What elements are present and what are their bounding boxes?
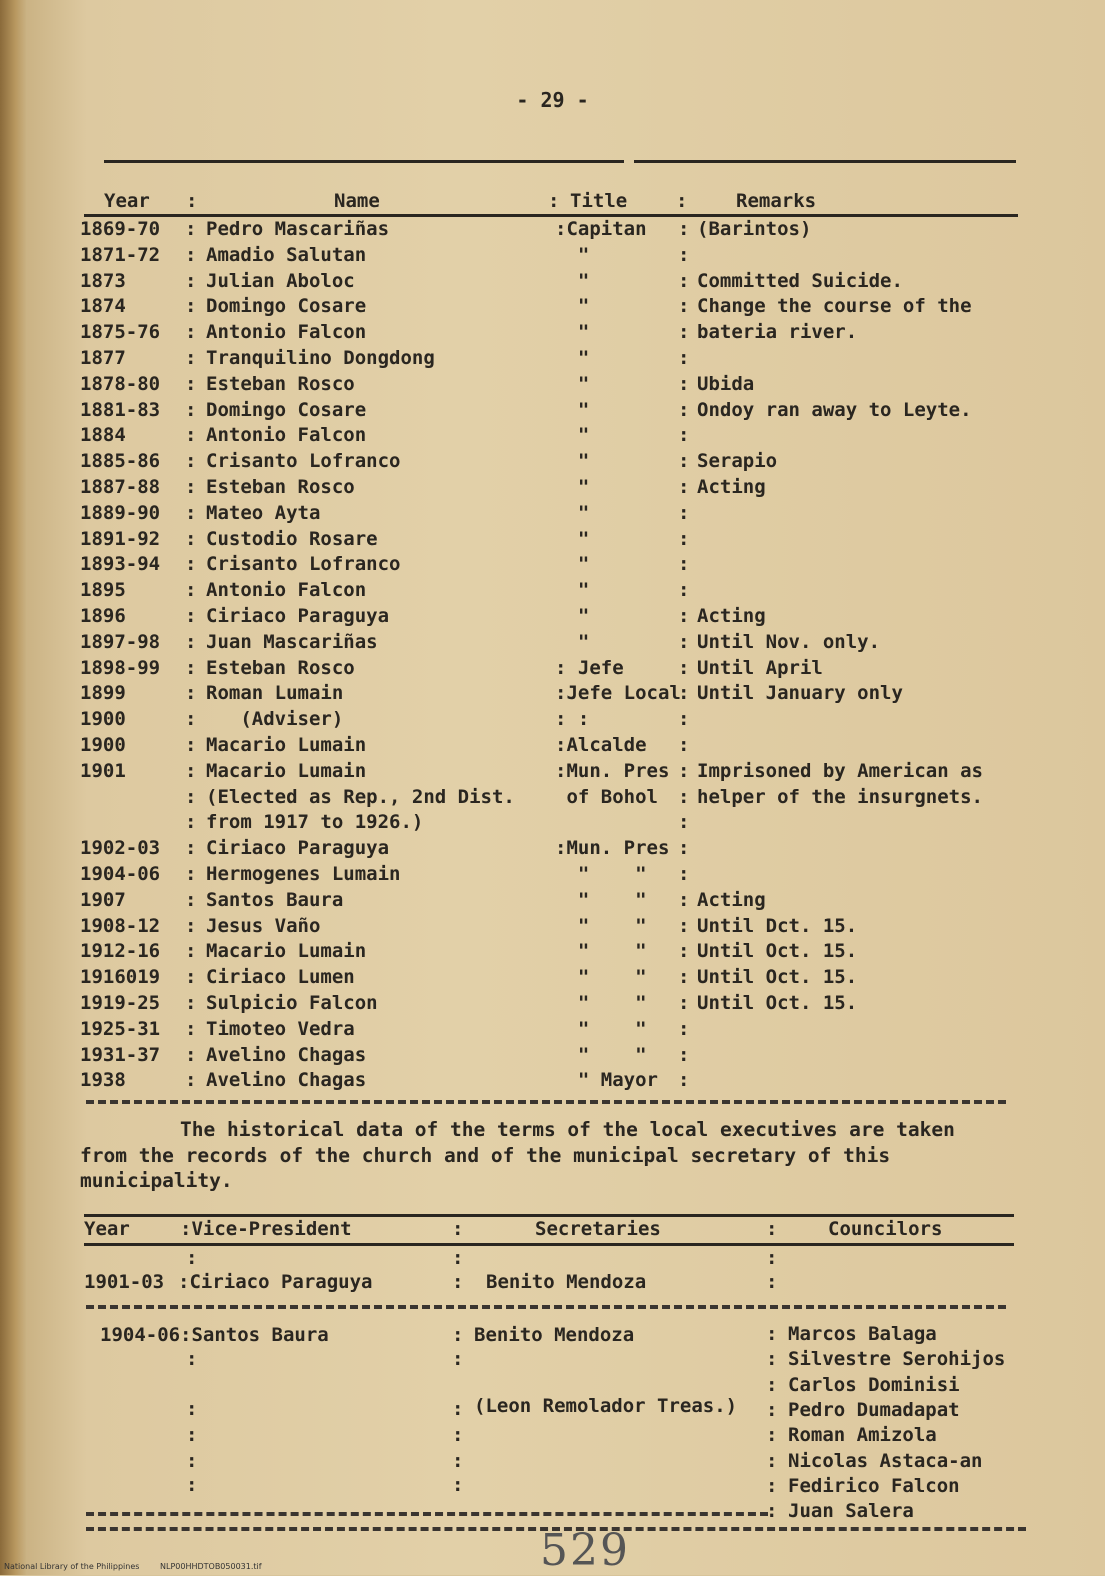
cell-title: " "	[555, 966, 647, 989]
cell-remarks: bateria river.	[697, 321, 858, 344]
table-row	[80, 734, 1040, 760]
cell-name: Roman Lumain	[206, 682, 344, 705]
cell-remarks: Ubida	[697, 372, 755, 395]
cell-title: :Jefe Local	[555, 682, 681, 705]
cell-year: 1900	[80, 733, 126, 756]
cell-sep: :	[678, 450, 690, 473]
cell-sep: :	[678, 656, 690, 679]
cell-year: 1898-99	[80, 656, 161, 679]
table-row	[80, 1018, 1040, 1044]
cell-sep: :	[678, 630, 690, 653]
header-sep-2: :	[548, 190, 560, 212]
councilor-name: Marcos Balaga	[788, 1323, 937, 1345]
cell-remarks: Until Oct. 15.	[697, 991, 858, 1014]
cell-sep: :	[185, 656, 197, 679]
t2-colon: :	[452, 1398, 464, 1420]
t2-row1-year: 1901-03	[84, 1271, 165, 1293]
t2-row2-vice: :Santos Baura	[180, 1324, 329, 1346]
cell-title: : :	[555, 708, 590, 731]
cell-title: "	[555, 579, 590, 602]
t2-colon: :	[452, 1247, 464, 1269]
dashed-separator	[86, 1100, 1006, 1104]
t2-colon: :	[766, 1348, 778, 1371]
cell-sep: :	[185, 785, 197, 808]
cell-remarks: Acting	[697, 604, 766, 627]
cell-name: Custodio Rosare	[206, 527, 378, 550]
header-title: Title	[570, 190, 628, 212]
table-row	[80, 476, 1040, 502]
table-row	[80, 940, 1040, 966]
cell-sep: :	[678, 708, 690, 731]
cell-sep: :	[185, 630, 197, 653]
cell-sep: :	[678, 527, 690, 550]
cell-title: "	[555, 450, 590, 473]
top-rule-right	[634, 160, 1016, 163]
cell-title: " "	[555, 1043, 647, 1066]
handwritten-page-number: 529	[540, 1525, 630, 1576]
cell-year: 1896	[80, 604, 126, 627]
cell-title: "	[555, 630, 590, 653]
cell-remarks: Change the course of the	[697, 295, 972, 318]
cell-year: 1908-12	[80, 914, 161, 937]
footer-library: National Library of the Philippines	[4, 1562, 140, 1571]
cell-title: :Capitan	[555, 218, 647, 240]
t2-colon: :	[186, 1398, 198, 1420]
cell-year: 1904-06	[80, 862, 161, 885]
cell-name: Antonio Falcon	[206, 424, 367, 447]
cell-name: Timoteo Vedra	[206, 1017, 355, 1040]
t2-colon: :	[452, 1474, 464, 1496]
t2-row2-treasurer: (Leon Remolador Treas.)	[474, 1395, 738, 1417]
cell-name: Macario Lumain	[206, 940, 367, 963]
cell-sep: :	[678, 424, 690, 447]
table-row	[80, 837, 1040, 863]
cell-sep: :	[185, 888, 197, 911]
cell-remarks: helper of the insurgnets.	[697, 785, 983, 808]
cell-sep: :	[678, 862, 690, 885]
cell-name: Tranquilino Dongdong	[206, 346, 435, 369]
t2-row1-vice: :Ciriaco Paraguya	[178, 1271, 373, 1293]
cell-title: "	[555, 398, 590, 421]
cell-sep: :	[185, 398, 197, 421]
cell-sep: :	[678, 398, 690, 421]
cell-sep: :	[185, 604, 197, 627]
t2-colon: :	[766, 1424, 778, 1447]
cell-year: 1919-25	[80, 991, 161, 1014]
cell-title: "	[555, 553, 590, 576]
cell-remarks: Until Nov. only.	[697, 630, 881, 653]
cell-title: "	[555, 295, 590, 318]
table-row	[80, 760, 1040, 786]
cell-year: 1878-80	[80, 372, 161, 395]
footer-filename: NLP00HHDTOB050031.tif	[160, 1562, 262, 1571]
table-row	[80, 450, 1040, 476]
councilor-name: Silvestre Serohijos	[788, 1348, 1006, 1371]
cell-remarks: Until January only	[697, 682, 903, 705]
table-row	[80, 863, 1040, 889]
cell-sep: :	[185, 682, 197, 705]
t2-colon: :	[766, 1398, 778, 1421]
cell-year: 1897-98	[80, 630, 161, 653]
cell-remarks: (Barintos)	[697, 218, 812, 240]
councilor-name: Fedirico Falcon	[788, 1474, 960, 1497]
cell-year: 1891-92	[80, 527, 161, 550]
cell-sep: :	[678, 295, 690, 318]
t2-colon: :	[186, 1450, 198, 1472]
cell-year: 1931-37	[80, 1043, 161, 1066]
councilor-name: Pedro Dumadapat	[788, 1398, 960, 1421]
cell-sep: :	[185, 811, 197, 834]
table2-header-underline	[84, 1243, 1014, 1246]
cell-title: " "	[555, 914, 647, 937]
councilor-name: Nicolas Astaca-an	[788, 1449, 983, 1472]
cell-title: "	[555, 269, 590, 292]
cell-sep: :	[678, 1017, 690, 1040]
cell-year: 1873	[80, 269, 126, 292]
table-row	[80, 528, 1040, 554]
t2-colon: :	[186, 1348, 198, 1370]
cell-sep: :	[185, 553, 197, 576]
cell-year: 1874	[80, 295, 126, 318]
cell-remarks: Until Oct. 15.	[697, 940, 858, 963]
cell-sep: :	[185, 991, 197, 1014]
table2-dashed-separator	[86, 1305, 1006, 1309]
t2-header-sep-2: :	[766, 1218, 778, 1240]
table-row	[80, 605, 1040, 631]
cell-year: 1907	[80, 888, 126, 911]
cell-year: 1881-83	[80, 398, 161, 421]
cell-name: Julian Aboloc	[206, 269, 355, 292]
cell-name: Hermogenes Lumain	[206, 862, 401, 885]
cell-year: 1871-72	[80, 243, 161, 266]
cell-sep: :	[185, 1043, 197, 1066]
cell-sep: :	[185, 837, 197, 860]
cell-sep: :	[678, 321, 690, 344]
cell-year: 1869-70	[80, 218, 161, 240]
table-row	[80, 399, 1040, 425]
cell-sep: :	[185, 1069, 197, 1092]
cell-year: 1884	[80, 424, 126, 447]
cell-title: " "	[555, 888, 647, 911]
cell-name: Juan Mascariñas	[206, 630, 378, 653]
cell-sep: :	[678, 940, 690, 963]
cell-sep: :	[678, 218, 690, 240]
cell-year: 1889-90	[80, 501, 161, 524]
cell-remarks: Acting	[697, 475, 766, 498]
cell-sep: :	[185, 862, 197, 885]
t2-colon: :	[186, 1474, 198, 1496]
cell-sep: :	[678, 682, 690, 705]
cell-sep: :	[185, 321, 197, 344]
t2-header-councilors: Councilors	[828, 1218, 943, 1240]
table-row	[80, 708, 1040, 734]
cell-sep: :	[678, 759, 690, 782]
cell-name: Avelino Chagas	[206, 1043, 367, 1066]
cell-title: of Bohol	[555, 785, 658, 808]
cell-title: :Mun. Pres	[555, 759, 670, 782]
cell-name: Ciriaco Lumen	[206, 966, 355, 989]
cell-sep: :	[678, 604, 690, 627]
cell-sep: :	[678, 991, 690, 1014]
cell-sep: :	[185, 940, 197, 963]
cell-sep: :	[185, 579, 197, 602]
table-row	[80, 270, 1040, 296]
cell-title: " "	[555, 862, 647, 885]
cell-name: Mateo Ayta	[206, 501, 321, 524]
table-row	[80, 295, 1040, 321]
cell-year: 1938	[80, 1069, 126, 1092]
cell-sep: :	[678, 837, 690, 860]
cell-title: " "	[555, 940, 647, 963]
cell-sep: :	[185, 424, 197, 447]
cell-sep: :	[678, 243, 690, 266]
cell-sep: :	[678, 501, 690, 524]
t2-colon: :	[186, 1424, 198, 1446]
cell-title: "	[555, 604, 590, 627]
cell-name: Antonio Falcon	[206, 579, 367, 602]
cell-sep: :	[185, 346, 197, 369]
councilor-name: Juan Salera	[788, 1500, 914, 1523]
cell-title: "	[555, 372, 590, 395]
cell-name: Domingo Cosare	[206, 398, 367, 421]
note-paragraph	[80, 1117, 980, 1194]
t2-header-vice: :Vice-President	[180, 1218, 352, 1240]
cell-name: Antonio Falcon	[206, 321, 367, 344]
header-year: Year	[104, 190, 150, 212]
cell-sep: :	[185, 475, 197, 498]
cell-sep: :	[185, 218, 197, 240]
cell-remarks: Ondoy ran away to Leyte.	[697, 398, 972, 421]
cell-sep: :	[185, 243, 197, 266]
t2-colon: :	[766, 1323, 778, 1345]
cell-year: 1893-94	[80, 553, 161, 576]
cell-name: Domingo Cosare	[206, 295, 367, 318]
cell-title: "	[555, 527, 590, 550]
cell-name: Esteban Rosco	[206, 475, 355, 498]
cell-sep: :	[678, 372, 690, 395]
t2-colon: :	[452, 1271, 464, 1293]
t2-row1-secretary: Benito Mendoza	[486, 1271, 647, 1293]
table-row	[80, 657, 1040, 683]
page-number: - 29 -	[516, 88, 589, 112]
executives-table	[80, 218, 1040, 1095]
t2-row2-year: 1904-06	[100, 1324, 181, 1346]
cell-year: 1900	[80, 708, 126, 731]
table-row	[80, 553, 1040, 579]
header-sep-1: :	[186, 190, 198, 212]
t2-header-sep-1: :	[452, 1218, 464, 1240]
t2-colon: :	[452, 1424, 464, 1446]
cell-sep: :	[678, 553, 690, 576]
cell-sep: :	[678, 269, 690, 292]
cell-name: Jesus Vaño	[206, 914, 321, 937]
cell-remarks: Until April	[697, 656, 823, 679]
cell-sep: :	[185, 527, 197, 550]
cell-year: 1877	[80, 346, 126, 369]
cell-name: Sulpicio Falcon	[206, 991, 378, 1014]
cell-year: 1925-31	[80, 1017, 161, 1040]
cell-name: (Adviser)	[206, 708, 344, 731]
cell-remarks: Until Oct. 15.	[697, 966, 858, 989]
cell-sep: :	[185, 1017, 197, 1040]
cell-remarks: Imprisoned by American as	[697, 759, 983, 782]
t2-colon: :	[766, 1449, 778, 1472]
table-row	[80, 889, 1040, 915]
table-row	[80, 1069, 1040, 1095]
header-remarks: Remarks	[736, 190, 817, 212]
cell-name: (Elected as Rep., 2nd Dist.	[206, 785, 515, 808]
cell-name: Santos Baura	[206, 888, 344, 911]
t2-colon: :	[766, 1271, 778, 1293]
header-name: Name	[334, 190, 380, 212]
header-underline	[84, 214, 1018, 217]
cell-title: : Jefe	[555, 656, 624, 679]
cell-sep: :	[185, 914, 197, 937]
councilor-name: Carlos Dominisi	[788, 1373, 960, 1396]
cell-sep: :	[678, 579, 690, 602]
cell-title: "	[555, 346, 590, 369]
cell-sep: :	[678, 914, 690, 937]
cell-sep: :	[185, 450, 197, 473]
cell-sep: :	[185, 269, 197, 292]
cell-name: from 1917 to 1926.)	[206, 811, 424, 834]
cell-title: :Mun. Pres	[555, 837, 670, 860]
table-row	[80, 347, 1040, 373]
table-row	[80, 1044, 1040, 1070]
cell-name: Crisanto Lofranco	[206, 450, 401, 473]
cell-name: Avelino Chagas	[206, 1069, 367, 1092]
table-row	[80, 218, 1040, 244]
cell-year: 1916019	[80, 966, 161, 989]
cell-sep: :	[185, 966, 197, 989]
cell-sep: :	[678, 888, 690, 911]
cell-name: Ciriaco Paraguya	[206, 604, 390, 627]
header-sep-3: :	[676, 190, 688, 212]
note-text: The historical data of the terms of the local executives are taken from the records of the church and of the municipal secretary of this municipality.	[80, 1118, 955, 1192]
cell-title: " "	[555, 991, 647, 1014]
cell-year: 1895	[80, 579, 126, 602]
table2-top-rule	[84, 1214, 1014, 1217]
cell-year: 1887-88	[80, 475, 161, 498]
table-row	[80, 579, 1040, 605]
cell-title: :Alcalde	[555, 733, 647, 756]
t2-header-year: Year	[84, 1218, 130, 1240]
cell-year: 1875-76	[80, 321, 161, 344]
table-row	[80, 321, 1040, 347]
cell-year: 1899	[80, 682, 126, 705]
cell-sep: :	[678, 966, 690, 989]
book-spine-shadow	[0, 0, 26, 1575]
cell-name: Pedro Mascariñas	[206, 218, 390, 240]
t2-colon: :	[452, 1324, 464, 1346]
t2-colon: :	[452, 1348, 464, 1370]
cell-title: "	[555, 321, 590, 344]
cell-sep: :	[678, 811, 690, 834]
cell-title: "	[555, 243, 590, 266]
cell-name: Esteban Rosco	[206, 656, 355, 679]
cell-name: Macario Lumain	[206, 733, 367, 756]
cell-name: Amadio Salutan	[206, 243, 367, 266]
cell-name: Ciriaco Paraguya	[206, 837, 390, 860]
cell-title: "	[555, 475, 590, 498]
cell-year: 1902-03	[80, 837, 161, 860]
cell-sep: :	[185, 501, 197, 524]
cell-name: Macario Lumain	[206, 759, 367, 782]
cell-remarks: Serapio	[697, 450, 778, 473]
t2-colon: :	[186, 1247, 198, 1269]
cell-title: " "	[555, 1017, 647, 1040]
table-row	[80, 915, 1040, 941]
cell-name: Crisanto Lofranco	[206, 553, 401, 576]
cell-sep: :	[185, 295, 197, 318]
t2-colon: :	[766, 1474, 778, 1497]
cell-sep: :	[678, 346, 690, 369]
t2-colon: :	[452, 1450, 464, 1472]
table-row	[80, 992, 1040, 1018]
cell-sep: :	[185, 372, 197, 395]
table-row	[80, 631, 1040, 657]
cell-title: " Mayor	[555, 1069, 658, 1092]
table-row	[80, 966, 1040, 992]
table-row	[80, 424, 1040, 450]
t2-colon: :	[766, 1373, 778, 1396]
cell-sep: :	[185, 759, 197, 782]
table-row	[80, 786, 1040, 812]
table-row	[80, 502, 1040, 528]
cell-remarks: Acting	[697, 888, 766, 911]
t2-header-secretaries: Secretaries	[535, 1218, 661, 1240]
cell-year: 1912-16	[80, 940, 161, 963]
table-row	[80, 373, 1040, 399]
table-row	[80, 811, 1040, 837]
cell-sep: :	[678, 1069, 690, 1092]
councilor-name: Roman Amizola	[788, 1424, 937, 1447]
t2-colon: :	[766, 1247, 778, 1269]
cell-sep: :	[678, 785, 690, 808]
cell-sep: :	[678, 733, 690, 756]
cell-title: "	[555, 501, 590, 524]
table-row	[80, 244, 1040, 270]
cell-sep: :	[678, 475, 690, 498]
top-rule-left	[104, 160, 624, 163]
cell-sep: :	[678, 1043, 690, 1066]
cell-title: "	[555, 424, 590, 447]
cell-sep: :	[185, 708, 197, 731]
cell-remarks: Until Dct. 15.	[697, 914, 858, 937]
cell-sep: :	[185, 733, 197, 756]
t2-row2-secretary: Benito Mendoza	[474, 1324, 635, 1346]
t2-colon: :	[766, 1500, 778, 1523]
table-row	[80, 682, 1040, 708]
cell-name: Esteban Rosco	[206, 372, 355, 395]
cell-remarks: Committed Suicide.	[697, 269, 903, 292]
bottom-dashed-1	[86, 1512, 768, 1516]
cell-year: 1885-86	[80, 450, 161, 473]
cell-year: 1901	[80, 759, 126, 782]
